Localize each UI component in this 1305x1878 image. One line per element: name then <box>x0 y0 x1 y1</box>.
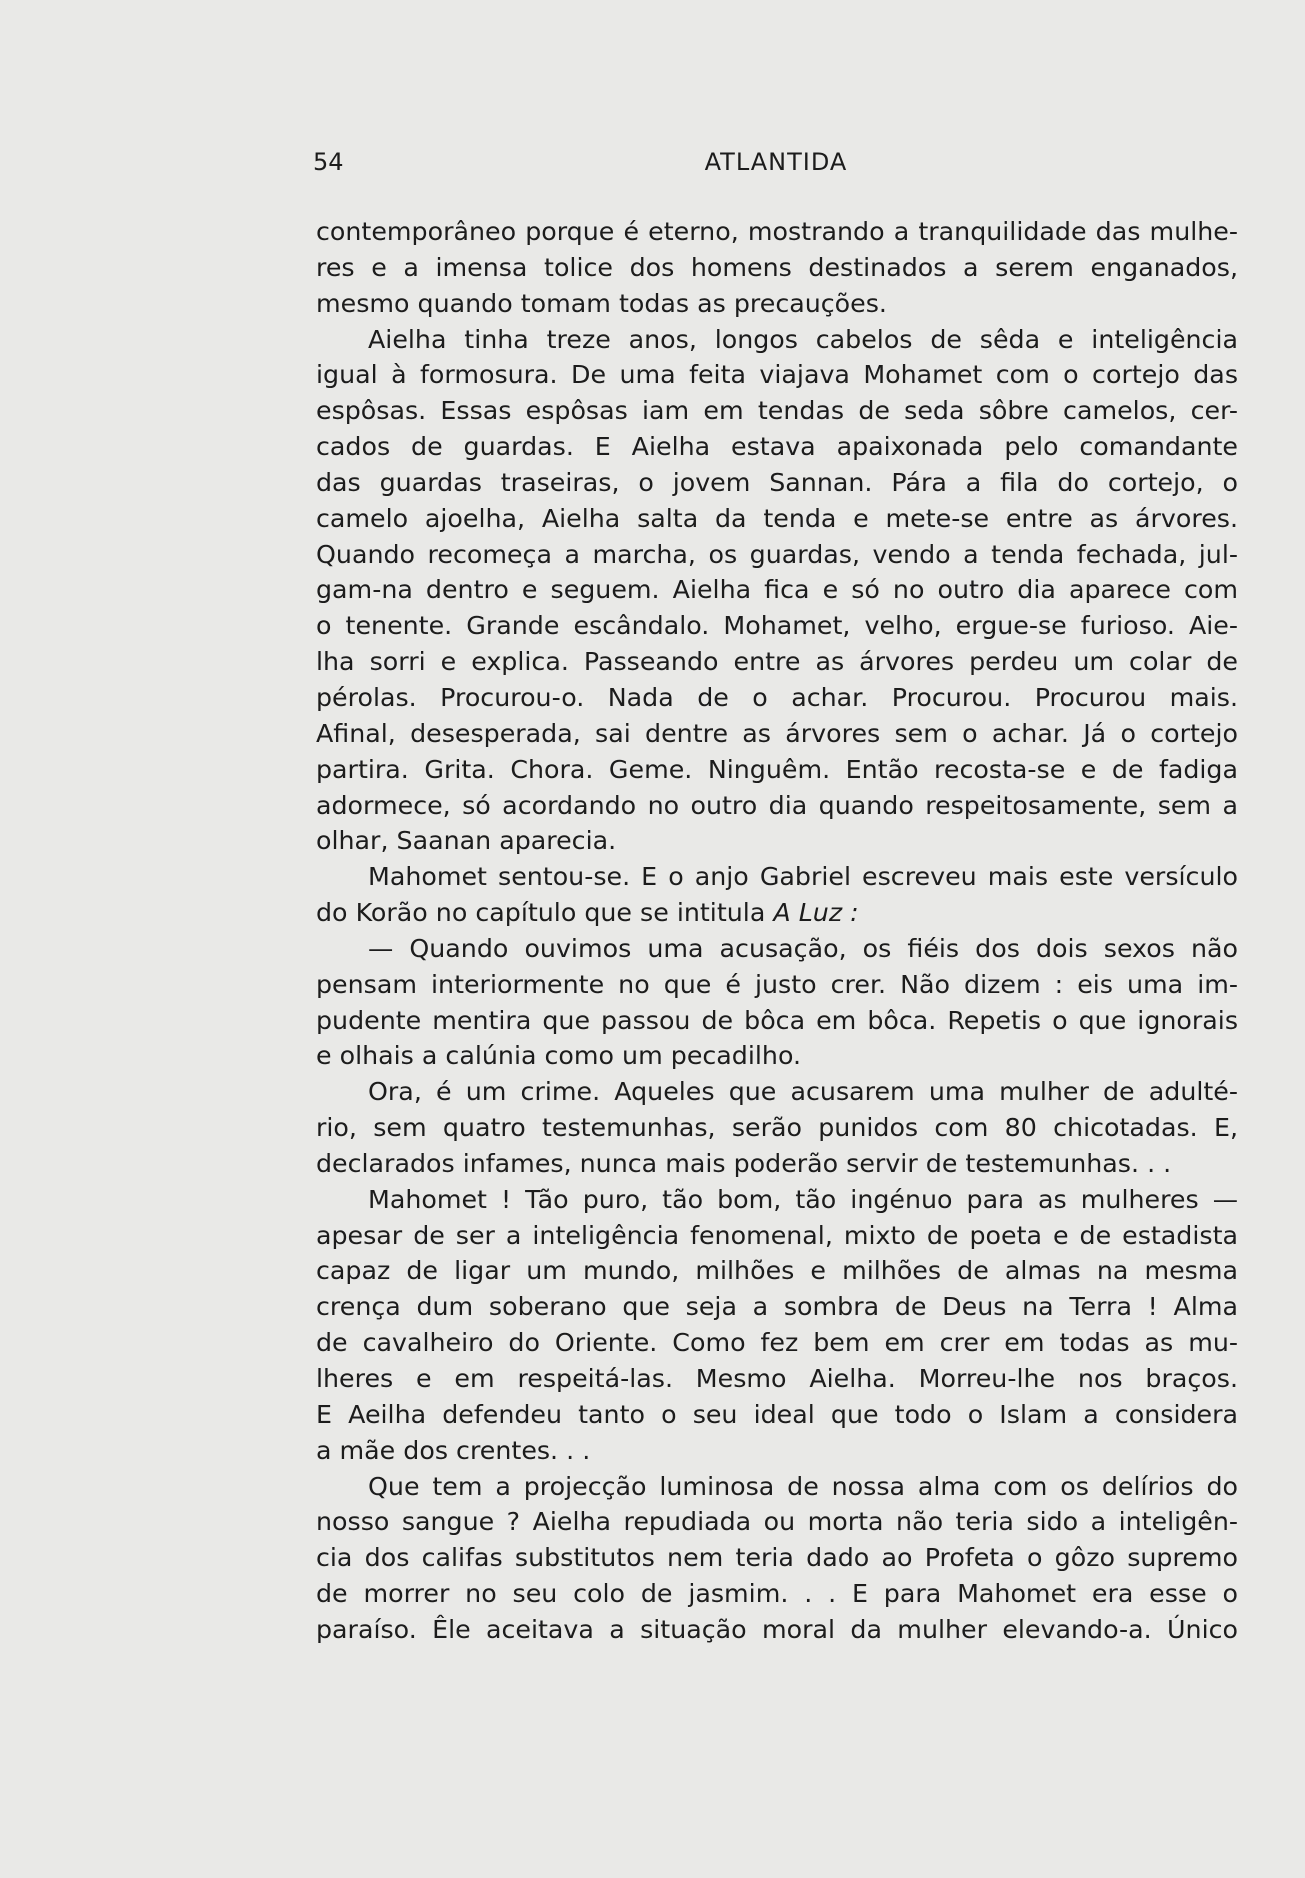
text-line: de morrer no seu colo de jasmim. . . E para Mahomet era esse o <box>316 1579 1238 1609</box>
text-line: crença dum soberano que seja a sombra de Deus na Terra ! Alma <box>316 1292 1238 1322</box>
text-line: camelo ajoelha, Aielha salta da tenda e mete-se entre as árvores. <box>316 503 1238 533</box>
text-line: res e a imensa tolice dos homens destinados a serem enganados, <box>316 252 1238 282</box>
text-line: de cavalheiro do Oriente. Como fez bem em crer em todas as mu- <box>316 1328 1238 1358</box>
text-line: contemporâneo porque é eterno, mostrando a tranquilidade das mulhe- <box>316 217 1238 246</box>
text-line: Mahomet sentou-se. E o anjo Gabriel escreveu mais este versículo <box>368 862 1238 892</box>
text-line: declarados infames, nunca mais poderão servir de testemunhas. . . <box>316 1148 1172 1178</box>
text-line: igual à formosura. De uma feita viajava Mohamet com o cortejo das <box>316 360 1238 390</box>
text-line: olhar, Saanan aparecia. <box>316 826 617 856</box>
text-line: partira. Grita. Chora. Geme. Ninguêm. Então recosta-se e de fadiga <box>316 754 1238 784</box>
body-text <box>316 214 1238 1648</box>
italic-title: A Luz : <box>773 898 859 928</box>
text-line: mesmo quando tomam todas as precauções. <box>316 288 887 318</box>
text-line: Aielha tinha treze anos, longos cabelos de sêda e inteligência <box>368 324 1238 354</box>
running-title: ATLANTIDA <box>704 148 848 176</box>
text-run: do Korão no capítulo que se intitula <box>316 898 774 928</box>
text-line: espôsas. Essas espôsas iam em tendas de seda sôbre camelos, cer- <box>316 396 1238 426</box>
text-line: rio, sem quatro testemunhas, serão punidos com 80 chicotadas. E, <box>316 1113 1238 1143</box>
text-line: nosso sangue ? Aielha repudiada ou morta não teria sido a inteligên- <box>316 1507 1238 1537</box>
text-line <box>316 895 1238 931</box>
text-line: cados de guardas. E Aielha estava apaixonada pelo comandante <box>316 432 1238 462</box>
text-line: Afinal, desesperada, sai dentre as árvores sem o achar. Já o cortejo <box>316 718 1238 748</box>
text-line: gam-na dentro e seguem. Aielha fica e só no outro dia aparece com <box>316 575 1238 605</box>
text-line: das guardas traseiras, o jovem Sannan. Pára a fila do cortejo, o <box>316 467 1238 497</box>
text-line: apesar de ser a inteligência fenomenal, mixto de poeta e de estadista <box>316 1220 1238 1250</box>
text-line: Ora, é um crime. Aqueles que acusarem uma mulher de adulté- <box>368 1077 1238 1107</box>
text-line: — Quando ouvimos uma acusação, os fiéis dos dois sexos não <box>368 933 1238 963</box>
text-line: Mahomet ! Tão puro, tão bom, tão ingénuo para as mulheres — <box>368 1184 1238 1214</box>
text-line: cia dos califas substitutos nem teria dado ao Profeta o gôzo supremo <box>316 1543 1238 1573</box>
text-line: Quando recomeça a marcha, os guardas, vendo a tenda fechada, jul- <box>316 539 1238 569</box>
text-line: Que tem a projecção luminosa de nossa alma com os delírios do <box>368 1471 1238 1501</box>
text-line: pudente mentira que passou de bôca em bôca. Repetis o que ignorais <box>316 1005 1238 1035</box>
page-number: 54 <box>313 148 344 176</box>
text-line: lha sorri e explica. Passeando entre as árvores perdeu um colar de <box>316 647 1238 677</box>
text-line: lheres e em respeitá-las. Mesmo Aielha. Morreu-lhe nos braços. <box>316 1364 1238 1393</box>
text-line: capaz de ligar um mundo, milhões e milhões de almas na mesma <box>316 1256 1238 1286</box>
text-line: pensam interiormente no que é justo crer. Não dizem : eis uma im- <box>316 969 1238 999</box>
text-line: paraíso. Êle aceitava a situação moral da mulher elevando-a. Único <box>316 1614 1238 1644</box>
text-line: a mãe dos crentes. . . <box>316 1435 591 1465</box>
page-header <box>313 148 1239 182</box>
text-line: E Aeilha defendeu tanto o seu ideal que todo o Islam a considera <box>316 1399 1238 1429</box>
text-line: adormece, só acordando no outro dia quando respeitosamente, sem a <box>316 790 1238 820</box>
text-line: o tenente. Grande escândalo. Mohamet, velho, ergue-se furioso. Aie- <box>316 611 1238 641</box>
text-line: e olhais a calúnia como um pecadilho. <box>316 1041 802 1071</box>
text-line: pérolas. Procurou-o. Nada de o achar. Procurou. Procurou mais. <box>316 682 1238 712</box>
